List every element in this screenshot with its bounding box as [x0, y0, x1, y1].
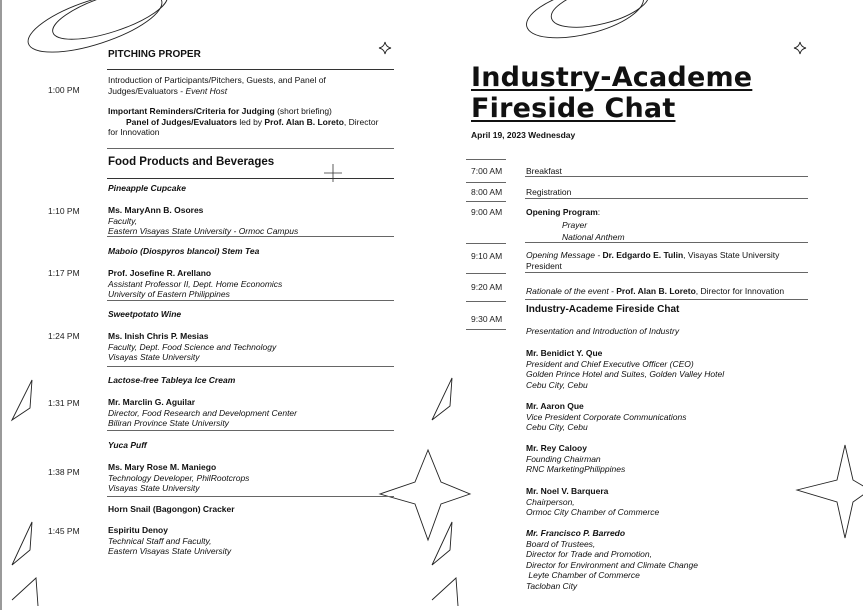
rule [466, 273, 506, 274]
panel-role-2: for Innovation [108, 127, 160, 137]
product-title: Pineapple Cupcake [108, 183, 186, 193]
schedule-item: Breakfast [526, 166, 562, 176]
presenter-name: Espiritu Denoy [108, 525, 168, 535]
speaker-name: Prof. Alan B. Loreto [616, 286, 696, 296]
presenter-detail: Technology Developer, PhilRootcrops [108, 472, 250, 483]
panelist-name: Mr. Benidict Y. Que [526, 348, 603, 358]
presenter-detail: Visayas State University [108, 352, 200, 362]
panelist-name: Mr. Francisco P. Barredo [526, 528, 626, 538]
panelist-detail: Chairperson, [526, 496, 575, 507]
panel-led-by: led by [237, 116, 265, 127]
rule [466, 243, 506, 244]
triangle-left-2 [12, 522, 32, 565]
page-title [471, 62, 752, 124]
time-label: 8:00 AM [471, 187, 503, 197]
rule [107, 300, 394, 301]
panelist-detail: Ormoc City Chamber of Commerce [526, 507, 660, 517]
panelist [526, 486, 659, 518]
reminders-line [108, 106, 378, 117]
product-title: Maboio (Diospyros blancoi) Stem Tea [108, 246, 260, 256]
panelist-detail: Director for Environment and Climate Change [526, 559, 698, 570]
panelist-detail: Golden Prince Hotel and Suites, Golden Valley Hotel [526, 369, 725, 379]
intro-line-2-text: Judges/Evaluators - [108, 85, 186, 96]
rule [525, 176, 808, 177]
rule [466, 301, 506, 302]
triangle-mid-2 [432, 522, 452, 565]
title-line-2: Fireside Chat [471, 93, 676, 124]
presenter-block [108, 397, 297, 429]
time-label: 1:38 PM [48, 467, 80, 477]
panelist-detail: Founding Chairman [526, 453, 601, 464]
rule [107, 69, 394, 70]
panelist-detail: Cebu City, Cebu [526, 422, 588, 432]
triangle-left-1 [12, 380, 32, 420]
presenter-detail: Technical Staff and Faculty, [108, 535, 212, 546]
rule [107, 430, 394, 431]
rule [525, 299, 808, 300]
section-title-pitching: PITCHING PROPER [108, 49, 201, 60]
event-date: April 19, 2023 Wednesday [471, 130, 576, 140]
rule [466, 159, 506, 160]
presenter-detail: Faculty, Dept. Food Science and Technology [108, 341, 277, 352]
intro-line-1: Introduction of Participants/Pitchers, Guests, and Panel of [108, 75, 326, 85]
panelist-detail: Tacloban City [526, 580, 578, 591]
rule [466, 329, 506, 330]
rule [525, 272, 808, 273]
burst-star-middle [380, 450, 470, 540]
panelist-detail: Director for Trade and Promotion, [526, 549, 652, 559]
time-label: 1:45 PM [48, 526, 80, 536]
product-title: Sweetpotato Wine [108, 309, 182, 319]
rule [525, 242, 808, 243]
presenter-detail: University of Eastern Philippines [108, 289, 230, 299]
item-prefix: Rationale of the event - [526, 286, 617, 296]
product-title: Lactose-free Tableya Ice Cream [108, 375, 236, 385]
time-label: 1:00 PM [48, 85, 80, 95]
panelist-detail: RNC MarketingPhilippines [526, 464, 626, 474]
rule [466, 201, 506, 202]
product-title: Yuca Puff [108, 440, 147, 450]
title-line-1: Industry-Academe [471, 62, 753, 93]
rule [107, 236, 394, 237]
panelist [526, 401, 686, 433]
presenter-name: Ms. Mary Rose M. Maniego [108, 462, 217, 472]
rule [107, 178, 394, 179]
rule [525, 198, 808, 199]
opening-program-label: Opening Program [526, 207, 598, 217]
orbit-ellipse-right-2 [547, 0, 653, 36]
panelist [526, 528, 698, 591]
panelist-name: Mr. Noel V. Barquera [526, 486, 609, 496]
speaker-role: , Director for Innovation [695, 286, 785, 296]
speaker-role: , Visayas State University [683, 250, 780, 260]
rule [107, 366, 394, 367]
speaker-name: Dr. Edgardo E. Tulin [602, 250, 684, 260]
time-label: 9:10 AM [471, 251, 503, 261]
panelist-name: Mr. Rey Calooy [526, 443, 587, 453]
label-colon: : [597, 207, 601, 217]
intro-line-2 [108, 86, 378, 97]
presenter-name: Ms. Inish Chris P. Mesias [108, 331, 209, 341]
schedule-item: Registration [526, 187, 572, 197]
fireside-heading: Industry-Academe Fireside Chat [526, 304, 680, 315]
triangle-mid-1 [432, 378, 452, 420]
category-heading: Food Products and Beverages [108, 156, 275, 168]
panelist [526, 443, 625, 475]
time-label: 1:24 PM [48, 331, 80, 341]
presenter-name: Mr. Marclin G. Aguilar [108, 397, 196, 407]
fireside-subheading: Presentation and Introduction of Industry [526, 326, 680, 336]
triangle-left-3 [12, 578, 38, 606]
panelist-detail: Board of Trustees, [526, 538, 596, 549]
presenter-block [108, 462, 249, 494]
panel-person: Prof. Alan B. Loreto [264, 116, 344, 127]
presenter-detail: Eastern Visayas State University [108, 546, 232, 556]
panelist-detail: Vice President Corporate Communications [526, 411, 687, 422]
panelist-detail: Cebu City, Cebu [526, 379, 588, 390]
panelist-name: Mr. Aaron Que [526, 401, 584, 411]
presenter-detail: Eastern Visayas State University - Ormoc Campus [108, 226, 299, 236]
panel-label: Panel of Judges/Evaluators [126, 116, 238, 127]
time-label: 9:30 AM [471, 314, 503, 324]
presenter-name: Prof. Josefine R. Arellano [108, 268, 212, 278]
panel-role: , Director [343, 116, 379, 127]
presenter-block [108, 331, 276, 363]
sparkle-star-right [794, 42, 806, 54]
time-label: 9:00 AM [471, 207, 503, 217]
panelist [526, 348, 724, 390]
time-label: 1:17 PM [48, 268, 80, 278]
program-subitem: Prayer [562, 219, 588, 230]
speaker-role-2: President [526, 260, 562, 271]
reminders-note: (short briefing) [274, 106, 332, 116]
triangle-mid-3 [432, 578, 458, 606]
panel-line [108, 117, 378, 128]
schedule-item [526, 286, 784, 297]
orbit-ellipse-right-1 [521, 0, 648, 48]
presenter-detail: Assistant Professor II, Dept. Home Economics [108, 278, 283, 289]
presenter-detail: Visayas State University [108, 483, 200, 493]
panelist-detail: Leyte Chamber of Commerce [526, 570, 640, 580]
presenter-block [108, 205, 298, 237]
rule [107, 496, 394, 497]
big-star-right [797, 445, 863, 538]
item-prefix: Opening Message - [526, 250, 603, 260]
event-host-text: Event Host [185, 85, 228, 96]
presenter-detail: Faculty, [108, 215, 138, 226]
rule [107, 148, 394, 149]
schedule-item [526, 207, 625, 243]
schedule-item [526, 250, 779, 271]
orbit-ellipse-left-2 [47, 0, 172, 50]
time-label: 9:20 AM [471, 282, 503, 292]
presenter-detail: Biliran Province State University [108, 418, 229, 428]
time-label: 1:10 PM [48, 206, 80, 216]
rule [466, 182, 506, 183]
panelist-detail: President and Chief Executive Officer (CEO) [526, 358, 694, 369]
product-title: Horn Snail (Bagongon) Cracker [108, 504, 235, 514]
sparkle-star-left [379, 42, 391, 54]
presenter-detail: Director, Food Research and Development Center [108, 407, 297, 418]
presenter-block [108, 525, 231, 557]
program-subitem: National Anthem [562, 232, 625, 242]
time-label: 7:00 AM [471, 166, 503, 176]
intro-block [108, 75, 378, 138]
time-label: 1:31 PM [48, 398, 80, 408]
page-left-edge [0, 0, 2, 610]
presenter-name: Ms. MaryAnn B. Osores [108, 205, 204, 215]
presenter-block [108, 268, 282, 300]
reminders-label: Important Reminders/Criteria for Judging [108, 106, 275, 116]
